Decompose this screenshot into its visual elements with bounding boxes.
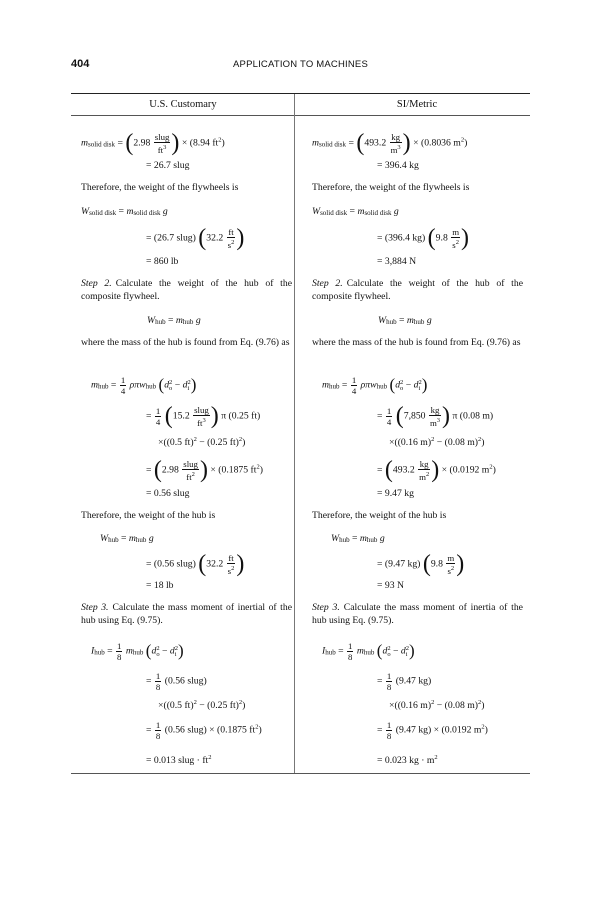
eq-mass-hub-sub: = $\frac{1}{4}$ (7,850 $\frac{kg}{m^3}$ ) π (0.08 m) [377,402,494,429]
column-heading-si: SI/Metric [396,99,438,110]
step2-label: Step 2. [312,278,343,289]
eq-inertia-hub-sub3: = $\frac{1}{8}$ (0.56 slug) × (0.1875 $ft^2$) [146,720,262,741]
eq-weight-hub-def: Whub = mhub g [378,315,432,326]
eq-inertia-hub-sub3: = $\frac{1}{8}$ (9.47 kg) × (0.0192 $m^2$) [377,720,488,741]
eq-mass-hub-sub2: ×((0.5 ft)$^2$ − (0.25 ft)$^2$) [158,436,246,448]
eq-weight-hub-sub: = (0.56 slug) (32.2 $\frac{ft}{s^2}$ ) [146,550,245,577]
step2-paragraph: Step 2. Calculate the weight of the hub of the composite flywheel. [312,278,523,302]
eq-mass-solid-disk-result: = 396.4 kg [377,160,419,171]
text-weight-hub: Therefore, the weight of the hub is [81,510,216,521]
eq-inertia-hub-result: = 0.013 slug · $ft^2$ [146,754,212,766]
eq-mass-hub: mhub = $\frac{1}{4}$ ρπwhub (d 2 o − d 2 i ) [322,374,428,396]
eq-weight-solid-disk-sub: = (26.7 slug) (32.2 $\frac{ft}{s^2}$ ) [146,224,245,251]
step3-label: Step 3. [81,602,109,613]
eq-weight-solid-disk-result: = 3,884 N [377,256,417,267]
eq-mass-hub: mhub = $\frac{1}{4}$ ρπwhub (d 2 o − d 2 i ) [91,374,197,396]
eq-mass-hub-result: = 9.47 kg [377,488,414,499]
eq-weight-solid-disk: Wsolid disk = msolid disk g [81,206,168,217]
eq-weight-hub-sub: = (9.47 kg) (9.8 $\frac{m}{s^2}$ ) [377,550,465,577]
text-mass-hub: where the mass of the hub is found from Eq. (9.76) as [81,337,290,348]
eq-weight-solid-disk-result: = 860 lb [146,256,179,267]
text-mass-hub: where the mass of the hub is found from Eq. (9.76) as [312,337,521,348]
eq-weight-hub-result: = 18 lb [146,580,174,591]
eq-weight-hub: Whub = mhub g [100,533,154,544]
step2-paragraph: Step 2. Calculate the weight of the hub of the composite flywheel. [81,278,292,302]
running-title: APPLICATION TO MACHINES [233,59,368,70]
text-weight-flywheels: Therefore, the weight of the flywheels is [312,182,470,193]
eq-inertia-hub: Ihub = $\frac{1}{8}$ mhub (d 2 o − d 2 i ) [322,640,415,662]
eq-mass-hub-sub3: = (493.2 $\frac{kg}{m^2}$ ) × (0.0192 $m^2$) [377,456,496,483]
eq-inertia-hub-result: = 0.023 kg · $m^2$ [377,754,438,766]
step2-label: Step 2. [81,278,112,289]
step3-paragraph: Step 3. Calculate the mass moment of inertial of the hub using Eq. (9.75). [81,602,292,626]
eq-inertia-hub-sub: = $\frac{1}{8}$ (9.47 kg) [377,671,432,692]
worked-solution-column [302,0,523,900]
eq-inertia-hub-sub: = $\frac{1}{8}$ (0.56 slug) [146,671,207,692]
column-heading-us: U.S. Customary [149,99,217,110]
eq-mass-hub-result: = 0.56 slug [146,488,190,499]
text-weight-flywheels: Therefore, the weight of the flywheels is [81,182,239,193]
eq-mass-hub-sub3: = (2.98 $\frac{\text{slug}}{ft^2}$ ) × (0.1875 $ft^2$) [146,456,263,483]
eq-mass-solid-disk-result: = 26.7 slug [146,160,190,171]
eq-inertia-hub-sub2: ×((0.5 ft)$^2$ − (0.25 ft)$^2$) [158,699,246,711]
eq-mass-solid-disk: msolid disk = (2.98 $\frac{\text{slug}}{ft^3}$ ) × (8.94 $ft^2$) [81,129,225,156]
eq-weight-hub: Whub = mhub g [331,533,385,544]
step3-paragraph: Step 3. Calculate the mass moment of inertia of the hub using Eq. (9.75). [312,602,523,626]
eq-inertia-hub: Ihub = $\frac{1}{8}$ mhub (d 2 o − d 2 i ) [91,640,184,662]
step3-label: Step 3. [312,602,340,613]
text-weight-hub: Therefore, the weight of the hub is [312,510,447,521]
eq-mass-solid-disk: msolid disk = (493.2 $\frac{kg}{m^3}$ ) × (0.8036 $m^2$) [312,129,468,156]
worked-solution-column [71,0,292,900]
column-divider [294,94,295,773]
eq-weight-hub-result: = 93 N [377,580,404,591]
eq-inertia-hub-sub2: ×((0.16 m)$^2$ − (0.08 m)$^2$) [389,699,485,711]
eq-weight-solid-disk: Wsolid disk = msolid disk g [312,206,399,217]
eq-mass-hub-sub2: ×((0.16 m)$^2$ − (0.08 m)$^2$) [389,436,485,448]
eq-mass-hub-sub: = $\frac{1}{4}$ (15.2 $\frac{\text{slug}}{ft^3}$ ) π (0.25 ft) [146,402,261,429]
eq-weight-hub-def: Whub = mhub g [147,315,201,326]
page-number: 404 [71,58,90,70]
eq-weight-solid-disk-sub: = (396.4 kg) (9.8 $\frac{m}{s^2}$ ) [377,224,470,251]
